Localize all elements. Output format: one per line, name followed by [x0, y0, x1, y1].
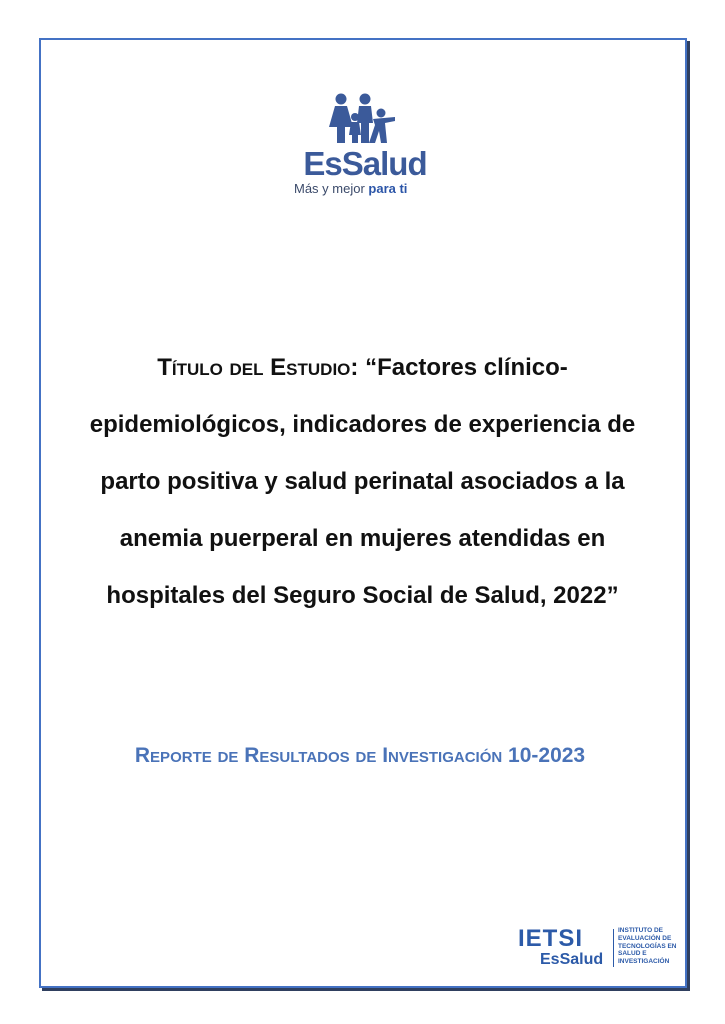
- family-icon: [325, 93, 405, 145]
- ietsi-name: IETSI: [518, 925, 584, 952]
- tagline: [294, 181, 444, 196]
- title-label: Título del Estudio:: [157, 354, 359, 381]
- tagline-emphasis: para ti: [368, 181, 408, 196]
- report-subtitle: Reporte de Resultados de Investigación 10-2023: [134, 744, 586, 767]
- title-text: “Factores clínico-epidemiológicos, indicadores de experiencia de parto positiva y salud perinatal asociados a la anemia puerperal en mujeres atendidas en hospitales del Seguro Social de Salud, 2022”: [89, 354, 636, 609]
- brand-name: EsSalud: [303, 145, 427, 182]
- ietsi-separator: [613, 929, 614, 967]
- study-title: [80, 339, 645, 624]
- essalud-logo: [290, 93, 440, 203]
- ietsi-brand: EsSalud: [540, 951, 604, 968]
- ietsi-logo: [518, 927, 678, 969]
- ietsi-description: INSTITUTO DE EVALUACIÓN DE TECNOLOGÍAS EN SALUD E INVESTIGACIÓN: [618, 927, 677, 966]
- tagline-start: Más y mejor: [294, 181, 369, 196]
